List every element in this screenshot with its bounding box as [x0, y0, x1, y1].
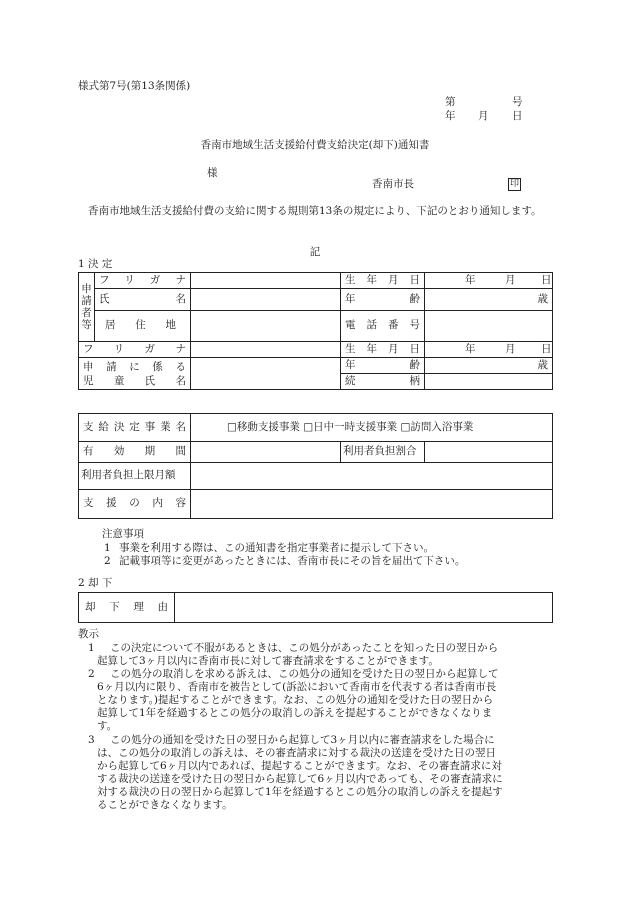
instruction-item-3-line-6: ることができなくなります。: [97, 799, 233, 811]
phone-label: 電話番号: [341, 311, 425, 342]
valid-period-label: 有効期間: [79, 442, 191, 463]
instruction-item-1-num: 1: [88, 642, 95, 654]
instruction-item-3-num: 3: [88, 734, 95, 746]
ki-heading: 記: [309, 246, 321, 258]
child-birthdate-value: 年 月 日: [425, 342, 553, 358]
burden-limit-value: [191, 463, 553, 490]
name-value: [191, 289, 341, 311]
notes-item-1-num: 1: [104, 542, 111, 554]
form-number: 様式第7号(第13条関係): [78, 80, 191, 92]
relationship-value: [425, 374, 553, 390]
birthdate-label: 生年月日: [341, 273, 425, 289]
number-go: 号: [512, 96, 523, 108]
instruction-item-2-line-3: となります。)提起することができます。なお、この処分の通知を受けた日の翌日から: [97, 694, 494, 706]
child-age-value: 歳: [425, 358, 553, 374]
rejection-reason-value: [175, 593, 553, 623]
instruction-item-3-line-1: この処分の通知を受けた日の翌日から起算して3ヶ月以内に審査請求をした場合に: [110, 734, 495, 746]
applicant-group-label: 申請者等: [79, 273, 95, 342]
birthdate-value: 年 月 日: [425, 273, 553, 289]
child-furigana-label: フリガナ: [79, 342, 191, 358]
seal-mark: 印: [509, 179, 519, 189]
instruction-item-2-line-2: 6ヶ月以内に限り、香南市を被告として(訴訟において香南市を代表する者は香南市長: [97, 681, 497, 693]
child-birthdate-label: 生年月日: [341, 342, 425, 358]
issuer-name: 香南市長: [372, 178, 414, 190]
address-label: 居住地: [95, 311, 191, 342]
number-dai: 第: [445, 96, 456, 108]
age-label: 年齢: [341, 289, 425, 311]
child-name-label: 申請に係る 児童氏名: [79, 358, 191, 390]
instruction-item-2-num: 2: [88, 668, 95, 680]
phone-value: [425, 311, 553, 342]
service-label: 支給決定事業名: [79, 414, 191, 442]
rejection-table: [78, 592, 553, 623]
valid-period-value: [191, 442, 341, 463]
document-title: 香南市地域生活支援給付費支給決定(却下)通知書: [200, 139, 430, 151]
child-age-label: 年齢: [341, 358, 425, 374]
instruction-item-1-line-1: この決定について不服があるときは、この処分があったことを知った日の翌日から: [110, 642, 499, 654]
date-tsuki: 月: [478, 110, 489, 122]
instruction-item-3-line-3: から起算して6ヶ月以内であれば、提起することができます。なお、その審査請求に対: [97, 760, 502, 772]
service-table: [78, 413, 553, 519]
rejection-reason-label: 却下理由: [79, 593, 175, 623]
relationship-label: 続柄: [341, 374, 425, 390]
support-content-label: 支援の内容: [79, 490, 191, 519]
date-hi: 日: [512, 110, 523, 122]
furigana-value: [191, 273, 341, 289]
notes-item-1-text: 事業を利用する際は、この通知書を指定事業者に提示して下さい。: [119, 542, 434, 554]
burden-limit-label: 利用者負担上限月額: [79, 463, 191, 490]
section2-heading: 2 却 下: [78, 577, 113, 589]
support-content-value: [191, 490, 553, 519]
instruction-item-2-line-5: す。: [97, 720, 118, 732]
instruction-item-3-line-2: は、この処分の取消しの訴えは、その審査請求に対する裁決の送達を受けた日の翌日: [97, 747, 496, 759]
name-label: 氏名: [95, 289, 191, 311]
burden-ratio-value: [425, 442, 553, 463]
decision-table: [78, 272, 553, 390]
notes-title: 注意事項: [102, 528, 144, 540]
notes-item-2-num: 2: [104, 555, 111, 567]
section1-heading: 1 決 定: [78, 258, 113, 270]
instruction-item-1-line-2: 起算して3ヶ月以内に香南市長に対して審査請求をすることができます。: [97, 655, 439, 667]
address-value: [191, 311, 341, 342]
instruction-item-3-line-4: する裁決の送達を受けた日の翌日から起算して6ヶ月以内であっても、その審査請求に: [97, 773, 503, 785]
instruction-title: 教示: [78, 628, 99, 640]
instruction-item-2-line-4: 起算して1年を経過するとこの処分の取消しの訴えを提起することができなくなりま: [97, 707, 493, 719]
service-options: □移動支援事業 □日中一時支援事業 □訪問入浴事業: [191, 414, 553, 442]
instruction-item-3-line-5: 対する裁決の日の翌日から起算して1年を経過するとこの処分の取消しの訴えを提起す: [97, 786, 503, 798]
child-name-value: [191, 358, 341, 390]
child-furigana-value: [191, 342, 341, 358]
notes-item-2-text: 記載事項等に変更があったときには、香南市長にその旨を届出て下さい。: [119, 555, 466, 567]
date-nen: 年: [445, 110, 456, 122]
age-value: 歳: [425, 289, 553, 311]
instruction-item-2-line-1: この処分の取消しを求める訴えは、この処分の通知を受けた日の翌日から起算して: [110, 668, 499, 680]
furigana-label: フリガナ: [95, 273, 191, 289]
addressee-sama: 様: [207, 167, 218, 179]
burden-ratio-label: 利用者負担割合: [341, 442, 425, 463]
intro-text: 香南市地域生活支援給付費の支給に関する規則第13条の規定により、下記のとおり通知します。: [88, 205, 542, 217]
